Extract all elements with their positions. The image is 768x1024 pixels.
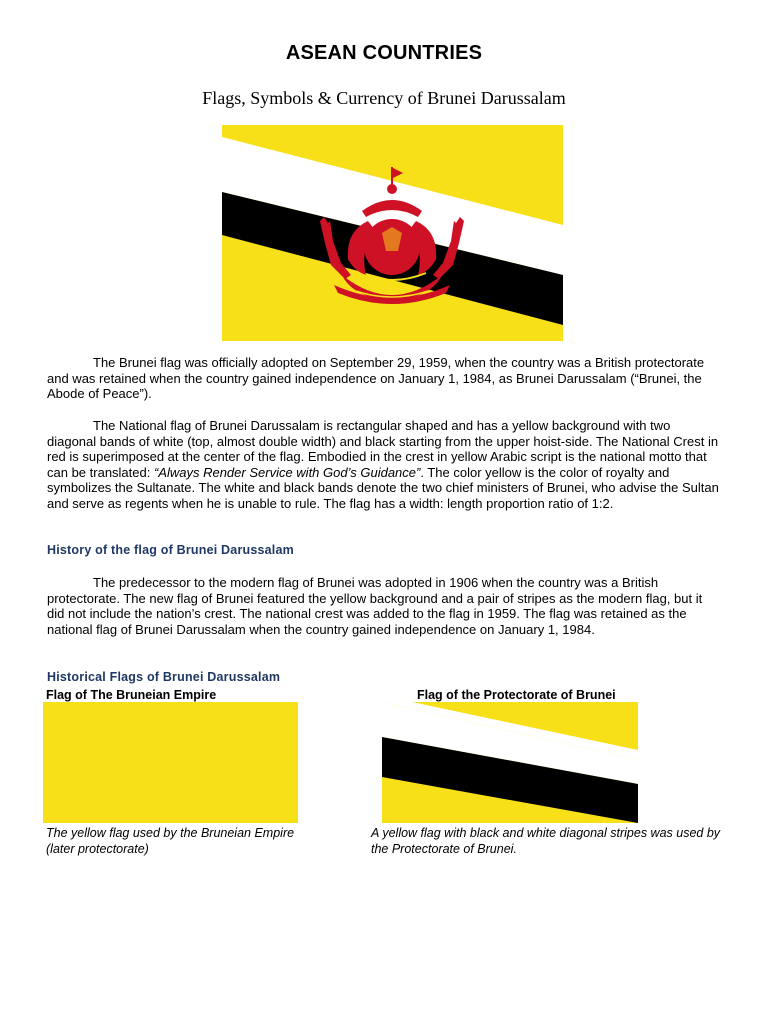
empire-flag-caption: The yellow flag used by the Bruneian Empire (later protectorate) [46, 826, 295, 856]
history-heading: History of the flag of Brunei Darussalam [47, 543, 294, 557]
motto-quote: “Always Render Service with God’s Guidance” [153, 464, 421, 480]
description-text-end: . The color yellow is the color of royalty and symbolizes the Sultanate. The white and black bands denote the two chief ministers of Brunei, who advise the Sultan and serve as regents when he is unable to rule. The flag has a width: length proportion ratio of 1:2. [47, 464, 719, 511]
protectorate-flag-title: Flag of the Protectorate of Brunei [417, 688, 616, 702]
paragraph-history: The predecessor to the modern flag of Brunei was adopted in 1906 when the country was a British protectorate. The new flag of Brunei featured the yellow background and a pair of stripes as the modern flag, but it did not include the nation’s crest. The national crest was added to the flag in 1959. The flag was retained as the national flag of Brunei Darussalam when the country gained independence on January 1, 1984. [47, 575, 703, 637]
protectorate-flag [382, 702, 638, 823]
historical-flags-heading: Historical Flags of Brunei Darussalam [47, 670, 281, 684]
empire-flag-title: Flag of The Bruneian Empire [46, 688, 217, 702]
bruneian-empire-flag [43, 702, 298, 823]
crest-ornament [387, 184, 397, 194]
document-subtitle: Flags, Symbols & Currency of Brunei Darussalam [202, 88, 566, 108]
description-text-start: The National flag of Brunei Darussalam is rectangular shaped and has a yellow background with two diagonal bands of white (top, almost double width) and black starting from the upper hoist-side. The National Crest in red is superimposed at the center of the flag. Embodied in the crest in yellow Arabic script is the national motto that can be translated: [47, 418, 719, 480]
paragraph-description [47, 418, 723, 512]
document-title: ASEAN COUNTRIES [285, 42, 483, 64]
paragraph-adoption: The Brunei flag was officially adopted on September 29, 1959, when the country was a British protectorate and was retained when the country gained independence on January 1, 1984, as Brunei Darussalam (“Brunei, the Abode of Peace”). [47, 355, 705, 402]
empire-yellow-field [43, 702, 298, 823]
brunei-national-flag [222, 125, 563, 341]
protectorate-flag-caption: A yellow flag with black and white diagonal stripes was used by the Protectorate of Brunei. [371, 826, 721, 856]
